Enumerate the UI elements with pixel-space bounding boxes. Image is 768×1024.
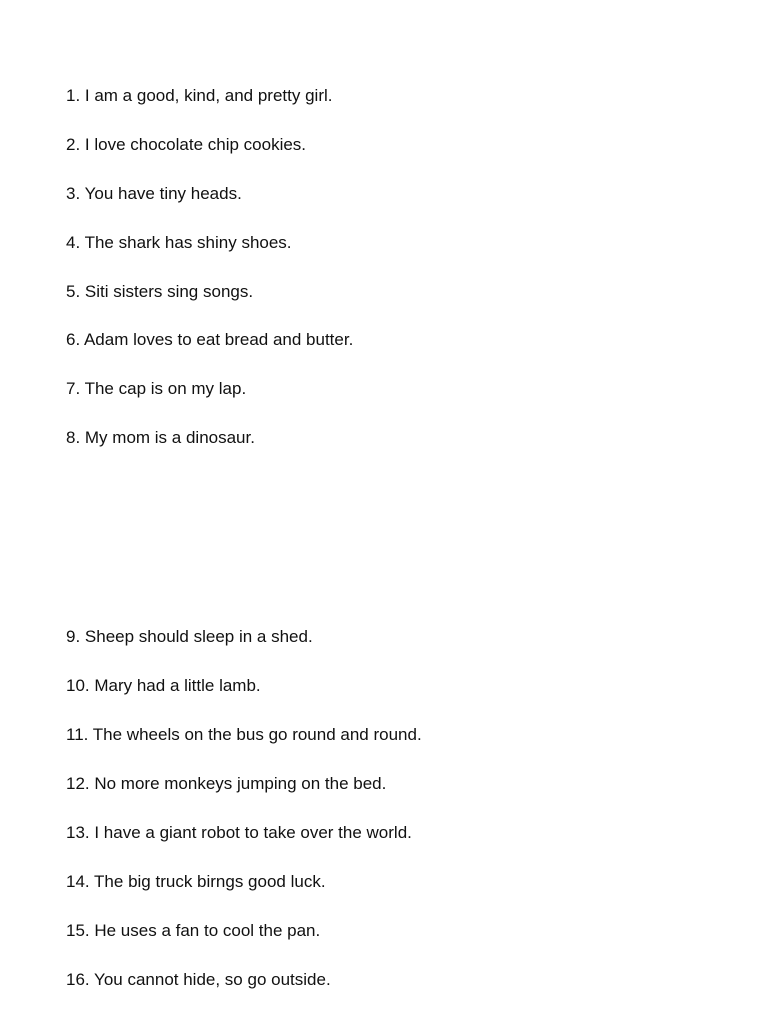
sentence-item: 16. You cannot hide, so go outside.	[66, 970, 331, 989]
sentence-item: 15. He uses a fan to cool the pan.	[66, 921, 321, 940]
sentence-list-top	[66, 84, 353, 475]
sentence-item: 5. Siti sisters sing songs.	[66, 281, 254, 301]
sentence-item: 11. The wheels on the bus go round and round.	[66, 725, 422, 744]
sentence-item: 9. Sheep should sleep in a shed.	[66, 627, 313, 646]
sentence-item: 7. The cap is on my lap.	[66, 379, 247, 399]
sentence-item: 3. You have tiny heads.	[66, 183, 242, 203]
sentence-item: 14. The big truck birngs good luck.	[66, 872, 326, 891]
sentence-item: 6. Adam loves to eat bread and butter.	[66, 330, 354, 350]
sentence-item: 8. My mom is a dinosaur.	[66, 428, 255, 448]
sentence-item: 2. I love chocolate chip cookies.	[66, 134, 307, 154]
sentence-item: 13. I have a giant robot to take over the world.	[66, 823, 412, 842]
sentence-item: 1. I am a good, kind, and pretty girl.	[66, 86, 333, 105]
sentence-item: 10. Mary had a little lamb.	[66, 676, 261, 695]
sentence-item: 12. No more monkeys jumping on the bed.	[66, 774, 387, 793]
sentence-item: 4. The shark has shiny shoes.	[66, 232, 292, 252]
sentence-list-bottom	[66, 625, 422, 1017]
